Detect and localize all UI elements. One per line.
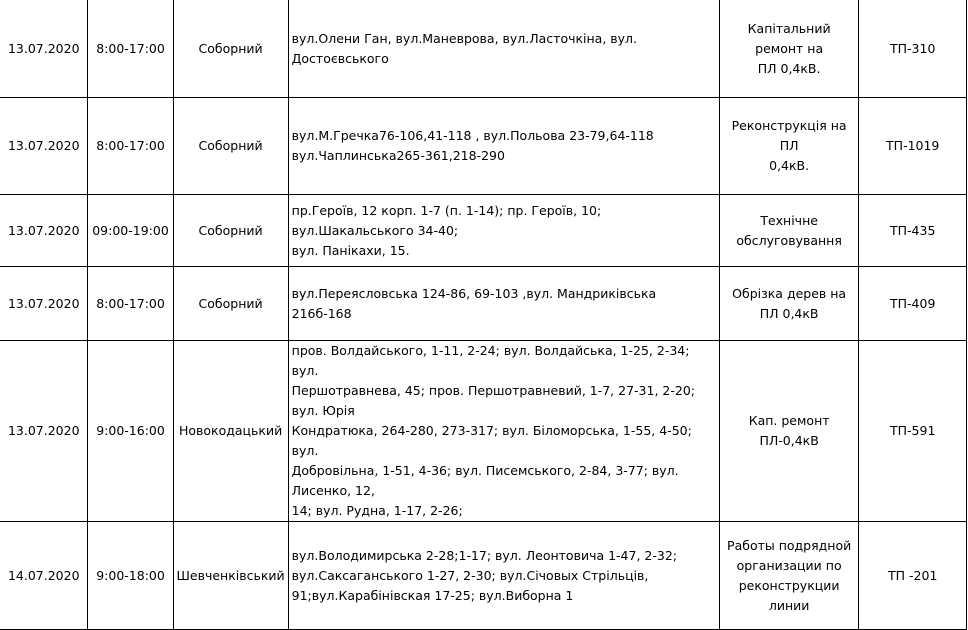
work-line: Работы подрядной	[727, 537, 852, 553]
work-line: Технічне	[760, 212, 818, 228]
work-type-cell	[719, 195, 859, 267]
table-row	[0, 341, 967, 522]
table-row	[0, 0, 967, 98]
streets-cell	[288, 98, 719, 195]
date-cell: 13.07.2020	[0, 98, 88, 195]
district-cell: Соборний	[173, 0, 288, 98]
district-cell: Новокодацький	[173, 341, 288, 522]
substation-cell: ТП-591	[859, 341, 967, 522]
substation-cell: ТП-409	[859, 267, 967, 341]
time-cell: 09:00-19:00	[88, 195, 173, 267]
substation-cell: ТП-310	[859, 0, 967, 98]
street-line: вул.Чаплинська265-361,218-290	[291, 148, 505, 163]
work-line: организации по	[736, 557, 842, 573]
table-row	[0, 267, 967, 341]
street-line: 91;вул.Карабінівская 17-25; вул.Виборна 1	[291, 587, 574, 603]
street-line: 14; вул. Рудна, 1-17, 2-26;	[291, 503, 463, 518]
date-cell: 14.07.2020	[0, 522, 88, 630]
table-row	[0, 522, 967, 630]
substation-cell: ТП -201	[859, 522, 967, 630]
streets-cell	[288, 267, 719, 341]
work-line: ПЛ 0,4кВ.	[757, 60, 821, 76]
district-cell: Шевченківський	[173, 522, 288, 630]
street-line: вул.Володимирська 2-28;1-17; вул. Леонтовича 1-47, 2-32;	[291, 547, 677, 563]
street-line: вул.М.Гречка76-106,41-118 , вул.Польова 23-79,64-118	[291, 128, 654, 143]
work-line: Реконструкція на ПЛ	[731, 118, 847, 153]
work-line: обслуговування	[736, 232, 842, 248]
street-line: вул.Переясловська 124-86, 69-103 ,вул. Мандриківська 216б-168	[291, 285, 657, 321]
streets-cell	[288, 0, 719, 98]
street-line: Кондратюка, 264-280, 273-317; вул. Біломорська, 1-55, 4-50; вул.	[291, 423, 692, 458]
date-cell: 13.07.2020	[0, 0, 88, 98]
street-line: пр.Героїв, 12 корп. 1-7 (п. 1-14); пр. Героїв, 10; вул.Шакальського 34-40;	[291, 202, 602, 238]
street-line: Першотравнева, 45; пров. Першотравневий, 1-7, 27-31, 2-20; вул. Юрія	[291, 383, 695, 418]
time-cell: 8:00-17:00	[88, 0, 173, 98]
time-cell: 9:00-18:00	[88, 522, 173, 630]
work-type-cell	[719, 522, 859, 630]
table-row	[0, 195, 967, 267]
time-cell: 8:00-17:00	[88, 98, 173, 195]
work-type-cell	[719, 0, 859, 98]
work-line: ПЛ 0,4кВ	[759, 305, 819, 321]
time-cell: 8:00-17:00	[88, 267, 173, 341]
streets-cell	[288, 341, 719, 522]
work-line: Обрізка дерев на	[732, 285, 847, 301]
street-line: вул.Олени Ган, вул.Маневрова, вул.Ласточкіна, вул. Достоєвського	[291, 30, 638, 66]
work-line: Кап. ремонт ПЛ-0,4кВ	[748, 413, 830, 448]
streets-cell	[288, 522, 719, 630]
date-cell: 13.07.2020	[0, 195, 88, 267]
district-cell: Соборний	[173, 98, 288, 195]
district-cell: Соборний	[173, 267, 288, 341]
date-cell: 13.07.2020	[0, 267, 88, 341]
work-type-cell	[719, 341, 859, 522]
work-type-cell	[719, 267, 859, 341]
work-line: 0,4кВ.	[769, 158, 810, 173]
work-line: реконструкции линии	[738, 577, 840, 613]
work-line: Капітальний ремонт на	[747, 20, 831, 56]
substation-cell: ТП-435	[859, 195, 967, 267]
table-row	[0, 98, 967, 195]
streets-cell	[288, 195, 719, 267]
street-line: вул. Панікахи, 15.	[291, 242, 410, 258]
street-line: Добровільна, 1-51, 4-36; вул. Писемського, 2-84, 3-77; вул. Лисенко, 12,	[291, 463, 679, 498]
district-cell: Соборний	[173, 195, 288, 267]
substation-cell: ТП-1019	[859, 98, 967, 195]
street-line: вул.Саксаганського 1-27, 2-30; вул.Січовых Стрільців,	[291, 567, 649, 583]
street-line: пров. Волдайського, 1-11, 2-24; вул. Волдайська, 1-25, 2-34; вул.	[291, 343, 690, 378]
time-cell: 9:00-16:00	[88, 341, 173, 522]
work-type-cell	[719, 98, 859, 195]
date-cell: 13.07.2020	[0, 341, 88, 522]
